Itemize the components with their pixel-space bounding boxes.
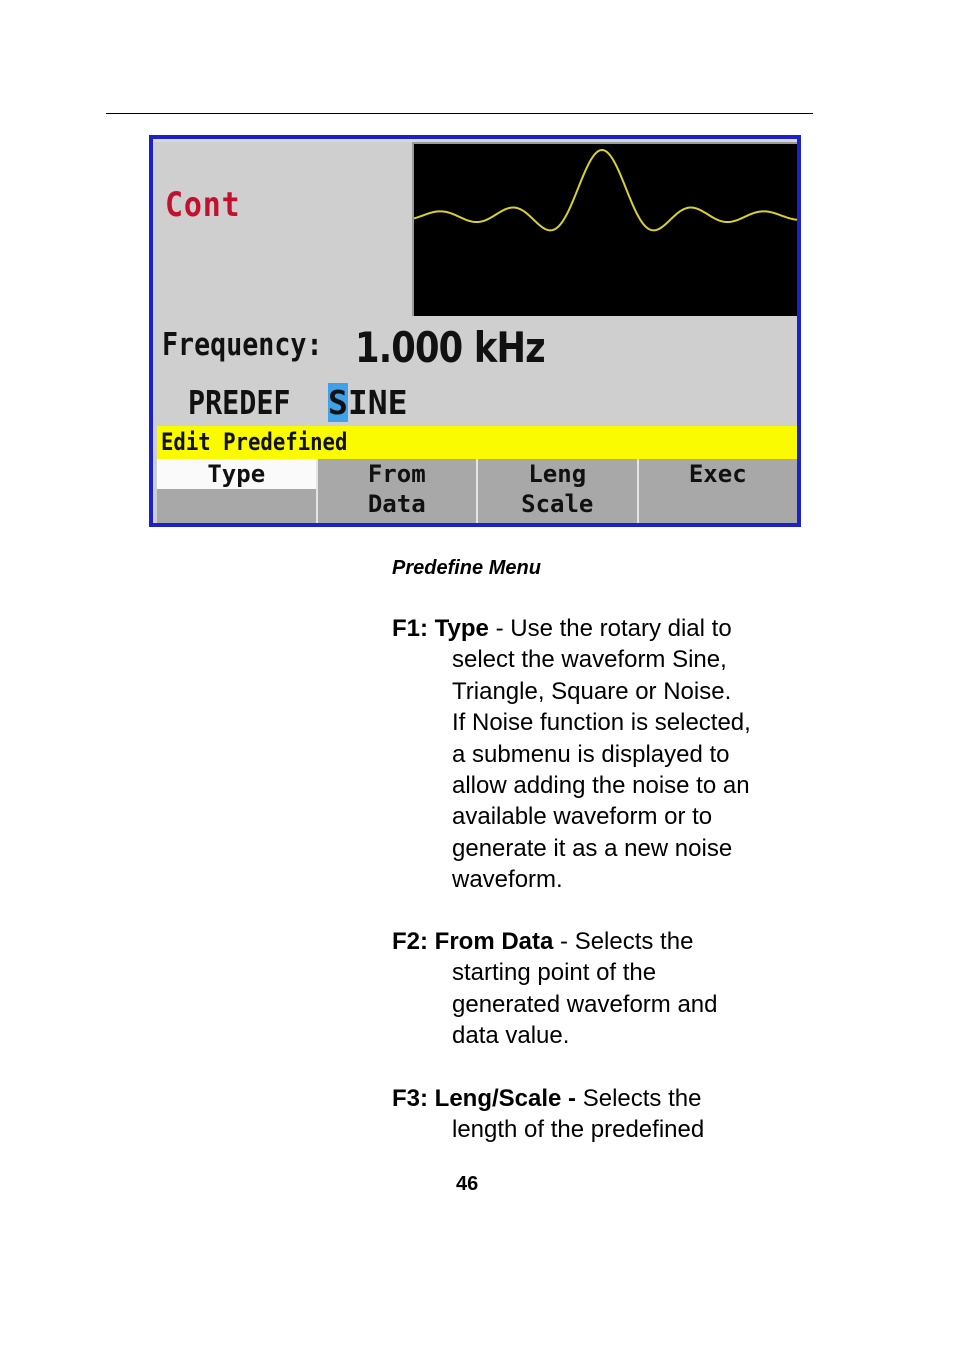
softkey-f4-exec[interactable]	[639, 459, 798, 523]
entry-sep: -	[561, 1085, 583, 1112]
entry-key: F2: From Data	[392, 928, 554, 955]
entry-line: generated waveform and	[452, 990, 718, 1018]
entry-key: F1: Type	[392, 615, 489, 642]
entry-line: allow adding the noise to an	[452, 772, 750, 800]
sinc-waveform	[414, 150, 798, 230]
entry-line: generate it as a new noise	[452, 834, 733, 862]
menu-title: Edit Predefined	[161, 428, 348, 456]
entry-text-first: Selects the	[582, 1085, 702, 1112]
entry-line: starting point of the	[452, 959, 657, 987]
entry-line: select the waveform Sine,	[452, 646, 727, 674]
entry-line: length of the predefined	[452, 1116, 705, 1144]
entry-text-first: Use the rotary dial to	[510, 615, 732, 642]
entry-line: waveform.	[452, 866, 563, 894]
softkey-f2-from-data[interactable]	[318, 459, 479, 523]
predef-value[interactable]	[328, 383, 407, 422]
menu-title-bar	[157, 426, 797, 459]
softkey-label: Type	[207, 460, 266, 488]
softkey-bar	[157, 459, 797, 523]
softkey-label: From	[367, 460, 426, 488]
figure-caption: Predefine Menu	[392, 557, 541, 579]
entry-line: If Noise function is selected,	[452, 709, 751, 737]
predef-label: PREDEF	[188, 383, 291, 422]
softkey-f3-leng-scale[interactable]	[478, 459, 639, 523]
frequency-row	[162, 323, 545, 372]
mode-label: Cont	[165, 185, 241, 225]
entry-text-first: Selects the	[574, 928, 694, 955]
edit-cursor: S	[328, 383, 348, 422]
predef-row	[188, 383, 408, 422]
entry-key: F3: Leng/Scale	[392, 1085, 562, 1112]
frequency-value: 1.000 kHz	[355, 323, 545, 372]
entry-line: Triangle, Square or Noise.	[452, 677, 732, 705]
page-number: 46	[456, 1173, 479, 1195]
softkey-f1-type[interactable]	[157, 459, 318, 523]
waveform-plot	[414, 144, 798, 316]
entry-line: available waveform or to	[452, 803, 713, 831]
entry-sep: -	[488, 615, 511, 642]
entry-f3	[392, 1083, 812, 1146]
entry-f1	[392, 613, 812, 896]
entry-sep: -	[553, 928, 575, 955]
softkey-label: Exec	[688, 460, 747, 488]
predef-value-rest: INE	[347, 383, 408, 422]
softkey-label-2: Scale	[521, 490, 594, 518]
top-rule	[106, 113, 813, 114]
entry-line: data value.	[452, 1022, 570, 1050]
entry-line: a submenu is displayed to	[452, 740, 730, 768]
frequency-label: Frequency:	[162, 327, 323, 363]
softkey-label-2: Data	[367, 490, 426, 518]
softkey-label: Leng	[528, 460, 587, 488]
entry-f2	[392, 926, 812, 1052]
waveform-display	[412, 142, 798, 316]
instrument-screen	[149, 135, 801, 527]
